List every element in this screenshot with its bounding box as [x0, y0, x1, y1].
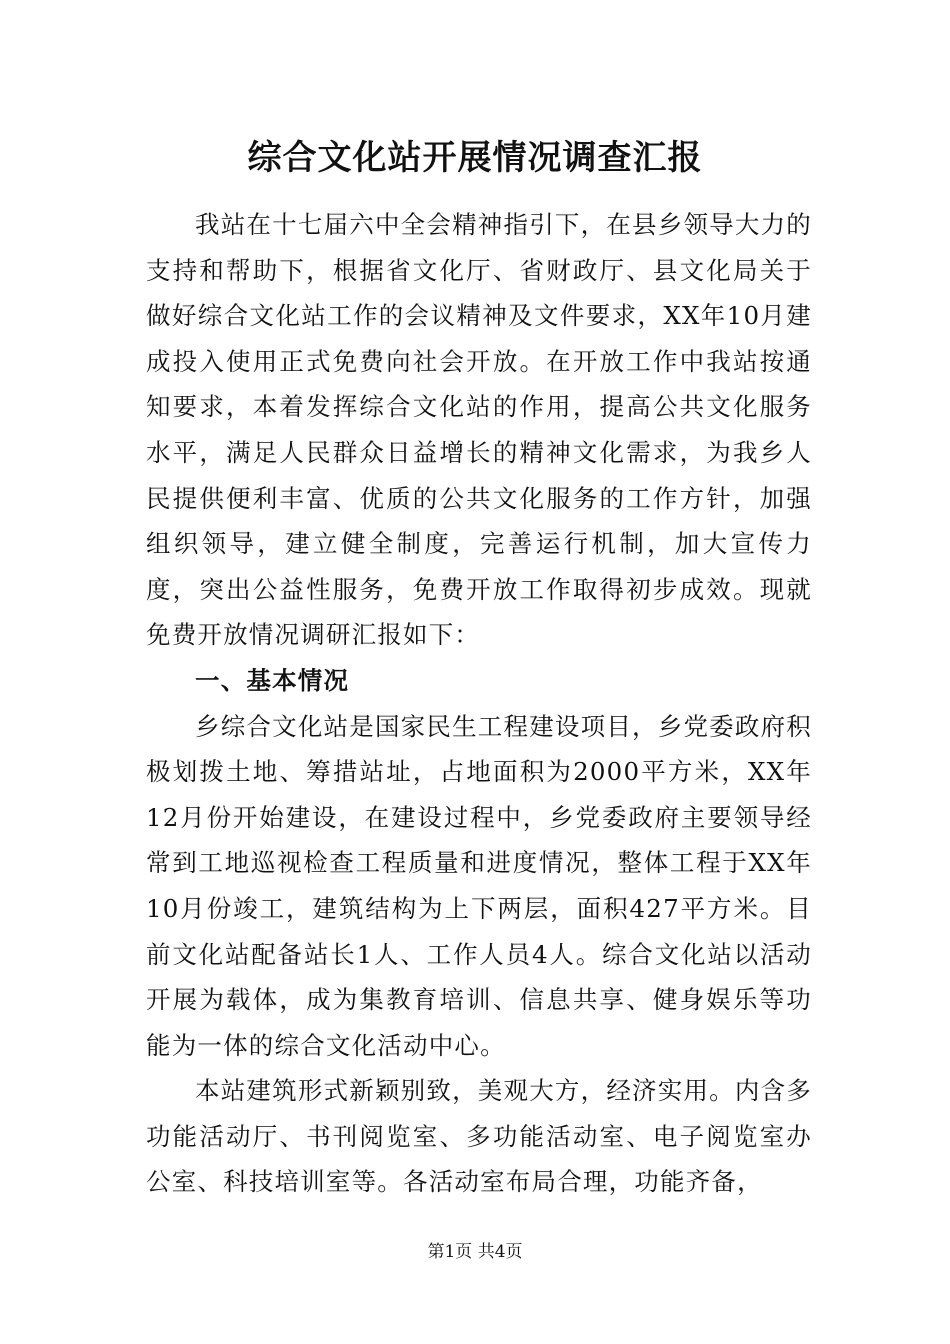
page-footer: 第1页 共4页 — [427, 1242, 523, 1262]
basic-info-paragraph-2: 本站建筑形式新颖别致，美观大方，经济实用。内含多功能活动厅、书刊阅览室、多功能活动室、电子阅览室办公室、科技培训室等。各活动室布局合理，功能齐备， — [146, 1076, 812, 1197]
section-heading-basic-info: 一、基本情况 — [195, 665, 350, 695]
intro-paragraph: 我站在十七届六中全会精神指引下，在县乡领导大力的支持和帮助下，根据省文化厅、省财政厅、县文化局关于做好综合文化站工作的会议精神及文件要求，XX年10月建成投入使用正式免费向社会开放。在开放工作中我站按通知要求，本着发挥综合文化站的作用，提高公共文化服务水平，满足人民群众日益增长的精神文化需求，为我乡人民提供便利丰富、优质的公共文化服务的工作方针，加强组织领导，建立健全制度，完善运行机制，加大宣传力度，突出公益性服务，免费开放工作取得初步成效。现就免费开放情况调研汇报如下： — [146, 210, 812, 650]
basic-info-paragraph-1: 乡综合文化站是国家民生工程建设项目，乡党委政府积极划拨土地、筹措站址，占地面积为2000平方米，XX年12月份开始建设，在建设过程中，乡党委政府主要领导经常到工地巡视检查工程质量和进度情况，整体工程于XX年10月份竣工，建筑结构为上下两层，面积427平方米。目前文化站配备站长1人、工作人员4人。综合文化站以活动开展为载体，成为集教育培训、信息共享、健身娱乐等功能为一体的综合文化活动中心。 — [146, 711, 812, 1060]
document-title: 综合文化站开展情况调查汇报 — [247, 138, 703, 178]
document-body — [146, 202, 812, 1205]
